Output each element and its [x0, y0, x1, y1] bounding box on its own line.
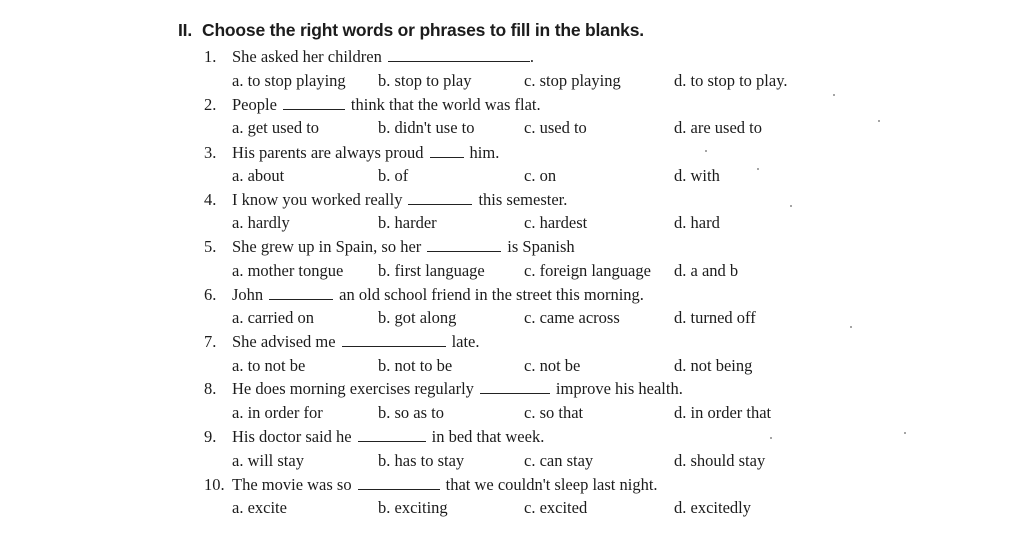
question-stem: The movie was so: [232, 475, 352, 494]
option-c: c. stop playing: [524, 71, 621, 90]
question-continuation: this semester.: [478, 190, 568, 209]
option-c: c. not be: [524, 356, 581, 375]
option-a: a. get used to: [232, 118, 320, 137]
scan-speck: [757, 168, 759, 170]
option-d: d. not being: [674, 356, 753, 375]
question-number: 4.: [204, 190, 217, 209]
question-number: 6.: [204, 285, 217, 304]
question-stem: People: [232, 95, 277, 114]
answer-blank: [480, 392, 550, 394]
option-b: b. harder: [378, 213, 437, 232]
option-a: a. to not be: [232, 356, 306, 375]
option-b: b. exciting: [378, 498, 448, 517]
option-c: c. hardest: [524, 213, 588, 232]
question-6: [204, 284, 644, 306]
question-number: 1.: [204, 47, 217, 66]
answer-blank: [408, 203, 472, 205]
question-stem: His doctor said he: [232, 427, 352, 446]
answer-blank: [427, 250, 501, 252]
answer-blank: [358, 488, 440, 490]
question-4: [204, 189, 567, 211]
question-continuation: think that the world was flat.: [350, 95, 541, 114]
scan-speck: [878, 120, 880, 122]
question-continuation: improve his health.: [555, 379, 683, 398]
question-stem: She asked her children: [232, 47, 382, 66]
answer-options: [232, 70, 832, 92]
question-continuation: is Spanish: [507, 237, 575, 256]
question-continuation: an old school friend in the street this morning.: [339, 285, 644, 304]
answer-options: [232, 450, 832, 472]
question-2: [204, 94, 541, 116]
option-d: d. are used to: [674, 118, 762, 137]
question-8: [204, 378, 683, 400]
option-d: d. to stop to play.: [674, 71, 788, 90]
option-a: a. hardly: [232, 213, 290, 232]
question-stem: I know you worked really: [232, 190, 403, 209]
question-stem: John: [232, 285, 264, 304]
option-d: d. should stay: [674, 451, 766, 470]
question-number: 10.: [204, 475, 225, 494]
scan-speck: [705, 150, 707, 152]
option-c: c. used to: [524, 118, 587, 137]
answer-options: [232, 165, 832, 187]
option-a: a. about: [232, 166, 285, 185]
option-b: b. not to be: [378, 356, 453, 375]
option-a: a. carried on: [232, 308, 314, 327]
answer-options: [232, 402, 832, 424]
answer-blank: [342, 345, 446, 347]
answer-blank: [430, 156, 464, 158]
option-c: c. so that: [524, 403, 584, 422]
question-7: [204, 331, 480, 353]
question-5: [204, 236, 575, 258]
option-c: c. can stay: [524, 451, 594, 470]
option-d: d. turned off: [674, 308, 756, 327]
scan-speck: [904, 432, 906, 434]
option-c: c. foreign language: [524, 261, 651, 280]
option-a: a. will stay: [232, 451, 304, 470]
question-10: [204, 474, 658, 496]
option-b: b. didn't use to: [378, 118, 475, 137]
question-1: [204, 46, 534, 68]
answer-options: [232, 260, 832, 282]
scan-speck: [833, 94, 835, 96]
question-stem: She advised me: [232, 332, 336, 351]
option-d: d. excitedly: [674, 498, 751, 517]
answer-options: [232, 307, 832, 329]
option-b: b. of: [378, 166, 409, 185]
answer-blank: [269, 298, 333, 300]
scan-speck: [850, 326, 852, 328]
question-number: 2.: [204, 95, 217, 114]
option-a: a. to stop playing: [232, 71, 346, 90]
question-continuation: him.: [469, 143, 500, 162]
option-d: d. in order that: [674, 403, 772, 422]
option-d: d. hard: [674, 213, 720, 232]
section-number: II.: [178, 20, 192, 40]
option-b: b. got along: [378, 308, 457, 327]
answer-options: [232, 117, 832, 139]
option-d: d. a and b: [674, 261, 739, 280]
scan-speck: [790, 205, 792, 207]
question-number: 8.: [204, 379, 217, 398]
option-b: b. stop to play: [378, 71, 472, 90]
option-b: b. has to stay: [378, 451, 465, 470]
question-continuation: late.: [451, 332, 480, 351]
scan-speck: [770, 437, 772, 439]
option-c: c. came across: [524, 308, 620, 327]
question-number: 7.: [204, 332, 217, 351]
section-heading: [178, 20, 644, 41]
section-instruction: Choose the right words or phrases to fill in the blanks.: [202, 20, 644, 40]
question-number: 9.: [204, 427, 217, 446]
question-stem: He does morning exercises regularly: [232, 379, 474, 398]
question-number: 3.: [204, 143, 217, 162]
question-continuation: .: [529, 47, 534, 66]
option-b: b. so as to: [378, 403, 444, 422]
question-stem: His parents are always proud: [232, 143, 424, 162]
answer-options: [232, 212, 832, 234]
question-number: 5.: [204, 237, 217, 256]
question-stem: She grew up in Spain, so her: [232, 237, 422, 256]
option-a: a. mother tongue: [232, 261, 344, 280]
option-c: c. on: [524, 166, 557, 185]
answer-blank: [388, 60, 530, 62]
option-b: b. first language: [378, 261, 485, 280]
question-9: [204, 426, 544, 448]
option-c: c. excited: [524, 498, 588, 517]
question-3: [204, 142, 499, 164]
option-a: a. excite: [232, 498, 287, 517]
answer-options: [232, 497, 832, 519]
answer-blank: [283, 108, 345, 110]
question-continuation: that we couldn't sleep last night.: [445, 475, 658, 494]
option-a: a. in order for: [232, 403, 323, 422]
answer-blank: [358, 440, 426, 442]
answer-options: [232, 355, 832, 377]
option-d: d. with: [674, 166, 720, 185]
question-continuation: in bed that week.: [431, 427, 545, 446]
